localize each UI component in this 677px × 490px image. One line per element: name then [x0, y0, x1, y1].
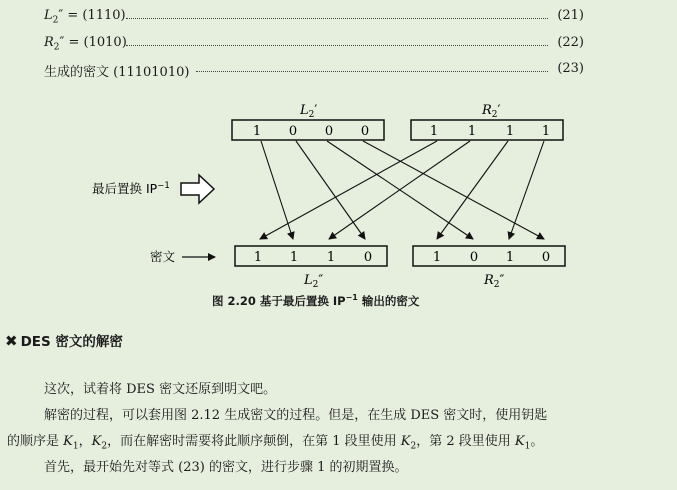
- arrow-r2p2-to-c3: [329, 141, 470, 239]
- bit-c1: 1: [253, 250, 263, 265]
- bit-c5: 1: [432, 250, 442, 265]
- label-r2-double-prime: $R_2''$: [484, 273, 505, 290]
- arrow-l2p1-to-c2: [261, 141, 293, 239]
- final-permutation-label: 最后置换 $IP^{-1}$: [92, 181, 170, 196]
- arrow-l2p2-to-c4: [296, 141, 365, 239]
- bit-l2p-2: 0: [288, 124, 298, 139]
- paragraph-2: 解密的过程，可以套用图 2.12 生成密文的过程。但是，在生成 DES 密文时，使用钥匙: [44, 408, 548, 423]
- equation-number: (21): [557, 8, 584, 23]
- equation-lhs: $L_2'' = (1110)$: [44, 8, 126, 26]
- ciphertext-label: 密文: [150, 249, 176, 264]
- section-heading: ✖ DES 密文的解密: [5, 332, 123, 350]
- equation-number: (23): [557, 61, 584, 76]
- bit-l2p-4: 0: [360, 124, 370, 139]
- bit-c7: 1: [505, 250, 515, 265]
- bit-c8: 0: [541, 250, 551, 265]
- paragraph-1: 这次，试着将 DES 密文还原到明文吧。: [44, 382, 277, 397]
- bit-r2p-4: 1: [541, 124, 551, 139]
- arrow-r2p4-to-c7: [509, 141, 544, 239]
- arrow-r2p3-to-c5: [437, 141, 508, 239]
- label-r2-prime: $R_2'$: [482, 103, 501, 120]
- bit-c2: 1: [289, 250, 299, 265]
- equation-lhs: $R_2'' = (1010)$: [44, 35, 127, 53]
- paragraph-3: 的顺序是 $K_1$，$K_2$，而在解密时需要将此顺序颠倒，在第 1 段里使用 $K_2$，第 2 段里使用 $K_1$。: [7, 434, 544, 452]
- bit-r2p-3: 1: [505, 124, 515, 139]
- section-bullet-icon: ✖: [5, 332, 18, 350]
- paragraph-4: 首先，最开始先对等式 (23) 的密文，进行步骤 1 的初期置换。: [44, 460, 408, 475]
- equation-lhs: 生成的密文 (11101010): [44, 65, 190, 80]
- equation-number: (22): [557, 35, 584, 50]
- bit-r2p-1: 1: [429, 124, 439, 139]
- label-l2-double-prime: $L_2''$: [304, 273, 324, 290]
- bit-c3: 1: [326, 250, 336, 265]
- label-l2-prime: $L_2'$: [300, 103, 318, 120]
- hollow-arrow-icon: [181, 175, 214, 203]
- figure-caption: 图 2.20 基于最后置换 $IP^{-1}$ 输出的密文: [212, 293, 420, 308]
- bit-c4: 0: [363, 250, 373, 265]
- bit-r2p-2: 1: [467, 124, 477, 139]
- bit-c6: 0: [469, 250, 479, 265]
- bit-l2p-1: 1: [252, 124, 262, 139]
- arrow-l2p4-to-c8: [363, 141, 544, 239]
- bit-l2p-3: 0: [324, 124, 334, 139]
